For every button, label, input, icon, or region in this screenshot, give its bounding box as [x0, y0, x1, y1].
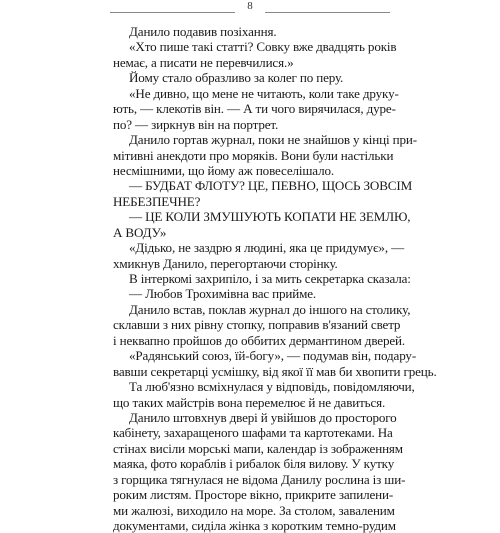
text-line: НЕБЕЗПЕЧНЕ?: [113, 193, 201, 209]
header-rule-right: [265, 12, 390, 13]
paragraph: [113, 85, 399, 132]
text-line: мітивні анекдоти про моряків. Вони були настільки: [113, 147, 394, 163]
paragraph: [113, 379, 415, 410]
text-line: Данило штовхнув двері й увійшов до просторого: [129, 409, 397, 425]
paragraph: [113, 209, 411, 240]
text-line: і неквапно пройшов до оббитих дермантином дверей.: [113, 332, 405, 348]
text-line: вавши секретарці усмішку, від якої її мав би хвопити грець.: [113, 363, 437, 379]
text-line: ють, — клекотів він. — А ти чого вирячилася, дуре-: [113, 101, 396, 117]
text-line: «Хто пише такі статті? Совку вже двадцять років: [129, 39, 397, 55]
paragraph: [113, 132, 417, 178]
text-line: А ВОДУ»: [113, 224, 167, 240]
text-line: немає, а писати не перевчилися.»: [113, 54, 294, 70]
text-line: — Любов Трохимівна вас прийме.: [129, 286, 317, 302]
text-line: несмішними, що йому аж повеселішало.: [113, 162, 334, 178]
text-line: з горщика тягнулася не відома Данилу рослина із ши-: [113, 471, 406, 487]
text-line: що таких майстрів вона перемелює й не давиться.: [113, 394, 386, 410]
body-text: [113, 24, 437, 533]
text-line: стінах висіли морські мапи, календар із зображенням: [113, 440, 403, 456]
text-line: «Радянський союз, їй-богу», — подумав він, подару-: [129, 348, 417, 364]
paragraph: [113, 240, 405, 271]
text-line: — ЦЕ КОЛИ ЗМУШУЮТЬ КОПАТИ НЕ ЗЕМЛЮ,: [129, 209, 411, 225]
text-line: склавши з них рівну стопку, поправив в'язаний светр: [113, 317, 401, 333]
page-number: 8: [247, 0, 253, 12]
paragraph: [113, 178, 413, 209]
paragraph: [113, 286, 391, 301]
text-line: «Дідько, не заздрю я людині, яка це придумує», —: [129, 240, 405, 256]
text-line: В інтеркомі захрипіло, і за мить секретарка сказала:: [129, 271, 411, 286]
text-line: Данило подавив позіхання.: [129, 24, 277, 39]
text-line: хмикнув Данило, перегортаючи сторінку.: [113, 255, 338, 271]
paragraph: [113, 348, 437, 379]
text-line: маяка, фото кораблів і рибалок біля вилову. У кутку: [113, 456, 395, 472]
text-line: Та люб'язно всміхнулася у відповідь, повідомляючи,: [129, 379, 415, 395]
paragraph: [113, 70, 391, 85]
text-line: — БУДБАТ ФЛОТУ? ЦЕ, ПЕВНО, ЩОСЬ ЗОВСІМ: [129, 178, 413, 194]
paragraph: [113, 24, 391, 39]
text-line: ми жалюзі, виходило на море. За столом, завaленим: [113, 502, 395, 518]
text-line: «Не дивно, що мене не читають, коли таке друку-: [129, 85, 399, 101]
header-rule-left: [110, 12, 235, 13]
text-line: Данило встав, поклав журнал до іншого на столику,: [129, 301, 411, 317]
text-line: кабінету, захаращеного шафами та картотеками. На: [113, 425, 393, 441]
paragraph: [113, 39, 397, 70]
text-line: по? — зиркнув він на портрет.: [113, 116, 279, 132]
paragraph: [113, 409, 406, 533]
text-line: документами, сиділа жінка з коротким темно-рудим: [113, 518, 396, 533]
text-line: роким листям. Просторе вікно, прикрите запилени-: [113, 487, 394, 503]
text-line: Йому стало образливо за колег по перу.: [129, 70, 344, 86]
text-line: Данило гортав журнал, поки не знайшов у кінці при-: [129, 132, 417, 148]
paragraph: [113, 301, 411, 348]
paragraph: [113, 271, 411, 286]
